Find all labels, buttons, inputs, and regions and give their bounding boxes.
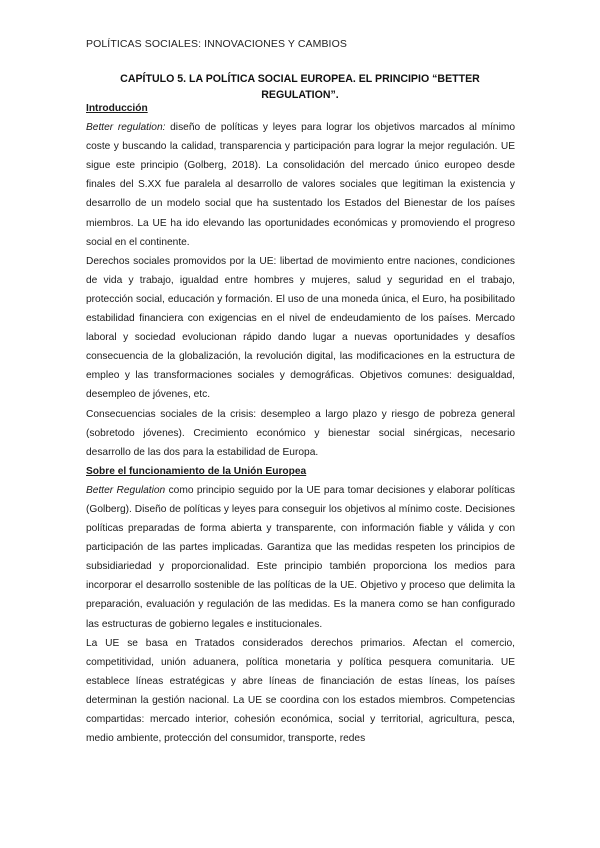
paragraph-text: diseño de políticas y leyes para lograr los objetivos marcados al mínimo coste y buscando la calidad, transparencia y participación para lograr la mejor regulación. UE sigue este principio (Golberg, 2018). La consolidación del mercado único europeo desde finales del S.XX fue paralela al desarrollo de valores sociales que legitiman la existencia y desarrollo de un modelo social que ha sustentado los Estados del Bienestar de los países miembros. La UE ha ido elevando las oportunidades económicas y promoviendo el progreso social en el continente. <box>86 122 515 248</box>
paragraph <box>86 634 515 749</box>
paragraph <box>86 405 515 462</box>
paragraph-lead: Better regulation: <box>86 122 166 134</box>
paragraph-lead: Better Regulation <box>86 484 166 496</box>
paragraph-text: Derechos sociales promovidos por la UE: libertad de movimiento entre naciones, condiciones de vida y trabajo, igualdad entre hombres y mujeres, salud y seguridad en el trabajo, protección social, educación y formación. El uso de una moneda única, el Euro, ha posibilitado estabilidad financiera con exigencias en el nivel de endeudamiento de los países. Mercado laboral y sociedad evolucionan rápido dando lugar a nuevas oportunidades y desafíos consecuencia de la globalización, la revolución digital, las modificaciones en la estructura de empleo y las transformaciones sociales y demográficas. Objetivos comunes: desigualdad, desempleo de jóvenes, etc. <box>86 255 515 401</box>
paragraph <box>86 118 515 252</box>
paragraph <box>86 252 515 405</box>
paragraph-text: Consecuencias sociales de la crisis: desempleo a largo plazo y riesgo de pobreza general (sobretodo jóvenes). Crecimiento económico y bienestar social sinérgicas, necesario desarrollo de las dos para la estabilidad de Europa. <box>86 408 515 458</box>
section-heading-introduccion: Introducción <box>86 103 148 114</box>
paragraph-text: La UE se basa en Tratados considerados derechos primarios. Afectan el comercio, competitividad, unión aduanera, política monetaria y política pesquera comunitaria. UE establece líneas estratégicas y abre líneas de financiación de estas líneas, los países determinan la gestión nacional. La UE se coordina con los estados miembros. Competencias compartidas: mercado interior, cohesión económica, social y territorial, agricultura, pesca, medio ambiente, protección del consumidor, transporte, redes <box>86 637 515 745</box>
paragraph <box>86 481 515 634</box>
paragraph-text: como principio seguido por la UE para tomar decisiones y elaborar políticas (Golberg). Diseño de políticas y leyes para conseguir los objetivos al mínimo coste. Decisiones políticas preparadas de forma abierta y transparente, con información fiable y válida y con participación de las partes implicadas. Garantiza que las medidas respeten los principios de subsidiariedad y proporcionalidad. Este principio también proporciona los medios para incorporar el desarrollo sostenible de las políticas de la UE. Objetivo y proceso que delimita la preparación, evaluación y regulación de las medidas. Es la manera como se han configurado las estructuras de gobierno legales e institucionales. <box>86 484 515 630</box>
chapter-title: CAPÍTULO 5. LA POLÍTICA SOCIAL EUROPEA. EL PRINCIPIO “BETTER REGULATION”. <box>120 73 480 101</box>
document-body <box>86 99 515 748</box>
section-heading-funcionamiento-ue: Sobre el funcionamiento de la Unión Europea <box>86 465 307 477</box>
running-header: POLÍTICAS SOCIALES: INNOVACIONES Y CAMBIOS <box>86 38 347 50</box>
